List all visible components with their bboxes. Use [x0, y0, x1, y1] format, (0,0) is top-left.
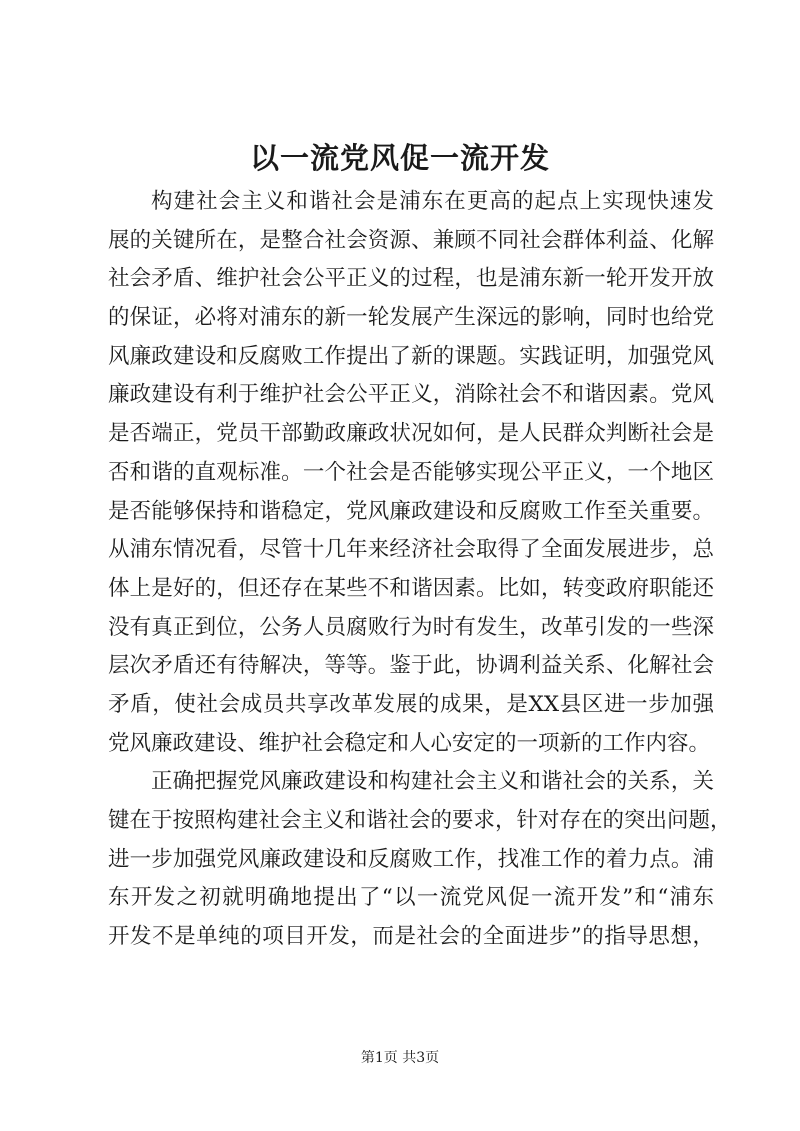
text-line: 矛盾，使社会成员共享改革发展的成果，是XX县区进一步加强 — [108, 691, 714, 717]
text-line: 风廉政建设和反腐败工作提出了新的课题。实践证明，加强党风 — [108, 343, 714, 369]
text-line: 进一步加强党风廉政建设和反腐败工作，找准工作的着力点。浦 — [108, 846, 714, 872]
text-line: 社会矛盾、维护社会公平正义的过程，也是浦东新一轮开发开放 — [108, 266, 714, 292]
page-title: 以一流党风促一流开发 — [249, 141, 550, 175]
text-line: 层次矛盾还有待解决，等等。鉴于此，协调利益关系、化解社会 — [108, 653, 714, 679]
text-line: 是否端正，党员干部勤政廉政状况如何，是人民群众判断社会是 — [108, 421, 714, 447]
text-line: 是否能够保持和谐稳定，党风廉政建设和反腐败工作至关重要。 — [108, 498, 714, 524]
text-line: 没有真正到位，公务人员腐败行为时有发生，改革引发的一些深 — [108, 614, 714, 640]
text-line: 廉政建设有利于维护社会公平正义，消除社会不和谐因素。党风 — [108, 382, 714, 408]
text-line: 否和谐的直观标准。一个社会是否能够实现公平正义，一个地区 — [108, 459, 714, 485]
text-line: 构建社会主义和谐社会是浦东在更高的起点上实现快速发 — [151, 189, 714, 214]
text-line: 开发不是单纯的项目开发，而是社会的全面进步”的指导思想， — [108, 924, 714, 950]
document-body — [108, 183, 732, 957]
text-line: 从浦东情况看，尽管十几年来经济社会取得了全面发展进步，总 — [108, 537, 714, 563]
text-line: 东开发之初就明确地提出了“以一流党风促一流开发”和“浦东 — [108, 885, 714, 911]
text-line: 党风廉政建设、维护社会稳定和人心安定的一项新的工作内容。 — [108, 730, 711, 756]
text-line: 展的关键所在，是整合社会资源、兼顾不同社会群体利益、化解 — [108, 227, 714, 253]
text-line: 正确把握党风廉政建设和构建社会主义和谐社会的关系，关 — [151, 769, 714, 795]
paragraph — [108, 183, 714, 763]
paragraph — [108, 763, 732, 956]
text-line: 键在于按照构建社会主义和谐社会的要求，针对存在的突出问题， — [108, 808, 732, 833]
text-line: 的保证，必将对浦东的新一轮发展产生深远的影响，同时也给党 — [108, 305, 714, 331]
text-line: 体上是好的，但还存在某些不和谐因素。比如，转变政府职能还 — [108, 575, 714, 601]
page-footer: 第1页 共3页 — [360, 1050, 440, 1066]
